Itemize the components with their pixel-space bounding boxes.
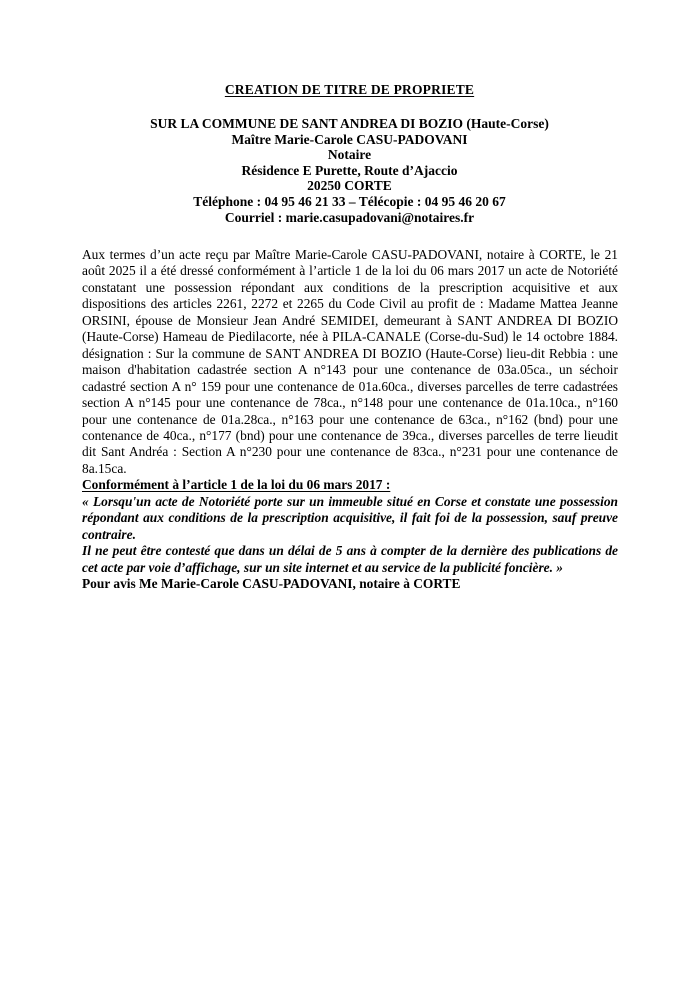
header-address-line: Résidence E Purette, Route d’Ajaccio [241,162,458,178]
header-commune-line: SUR LA COMMUNE DE SANT ANDREA DI BOZIO (Haute-Corse) [150,116,549,131]
header-postal-city: 20250 CORTE [307,178,392,194]
signoff-line: Pour avis Me Marie-Carole CASU-PADOVANI, notaire à CORTE [82,576,461,592]
page-title: CREATION DE TITRE DE PROPRIETE [224,82,475,97]
header-phone-fax: Téléphone : 04 95 46 21 33 – Télécopie : 04 95 46 20 67 [193,193,506,209]
main-paragraph: Aux termes d’un acte reçu par Maître Marie-Carole CASU-PADOVANI, notaire à CORTE, le 21 août 2025 il a été dressé conformément à l’article 1 de la loi du 06 mars 2017 un acte de Notoriété constatant une possession répondant aux conditions de la prescription acquisitive et aux dispositions des articles 2261, 2272 et 2265 du Code Civil au profit de : Madame Mattea Jeanne ORSINI, épouse de Monsieur Jean André SEMIDEI, demeurant à SANT ANDREA DI BOZIO (Haute-Corse) Hameau de Piedilacorte, née à PILA-CANALE (Corse-du-Sud) le 14 octobre 1884. désignation : Sur la commune de SANT ANDREA DI BOZIO (Haute-Corse) lieu-dit Rebbia : une maison d'habitation cadastrée section A n°143 pour une contenance de 03a.05ca., un séchoir cadastré section A n° 159 pour une contenance de 01a.60ca., diverses parcelles de terre cadastrées section A n°145 pour une contenance de 78ca., n°148 pour une contenance de 01a.10ca., n°160 pour une contenance de 01a.28ca., n°163 pour une contenance de 63ca., n°162 (bnd) pour une contenance de 40ca., n°177 (bnd) pour une contenance de 39ca., diverses parcelles de terre lieudit dit Sant Andréa : Section A n°230 pour une contenance de 83ca., n°231 pour une contenance de 8a.15ca. [82,247,618,476]
header-notary-name: Maître Marie-Carole CASU-PADOVANI [231,131,468,147]
article-heading: Conformément à l’article 1 de la loi du 06 mars 2017 : [82,477,391,493]
quoted-article-paragraph-2: Il ne peut être contesté que dans un délai de 5 ans à compter de la dernière des publications de cet acte par voie d’affichage, sur un site internet et au service de la publicité foncière. » [82,543,618,575]
document-body [82,247,618,593]
header-notary-role: Notaire [327,147,372,163]
quoted-article-paragraph-1: « Lorsqu'un acte de Notoriété porte sur un immeuble situé en Corse et constate une possession répondant aux conditions de la prescription acquisitive, il fait foi de la possession, sauf preuve contraire. [82,493,618,542]
header-email-line: Courriel : marie.casupadovani@notaires.fr [224,209,475,225]
notary-header-block [0,98,699,225]
